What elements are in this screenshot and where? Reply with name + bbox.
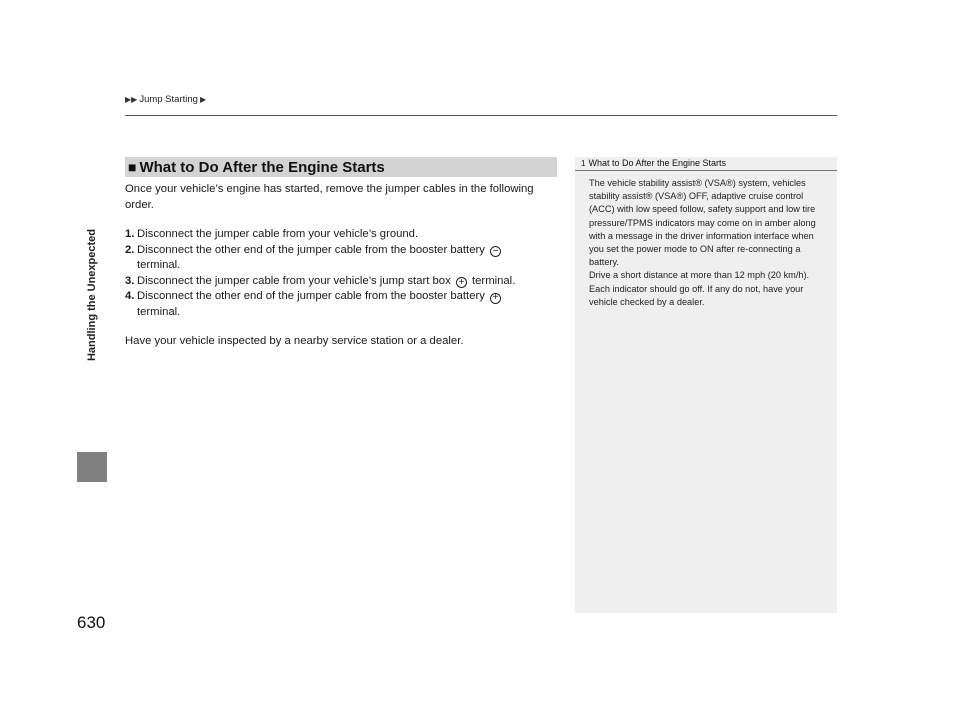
step-text-continued: terminal. (472, 274, 516, 287)
sidebar-note-header (575, 157, 837, 171)
section-square-icon: ■ (128, 159, 137, 175)
sidebar-paragraph: The vehicle stability assist® (VSA®) system, vehicles stability assist® (VSA®) OFF, adaptive cruise control (ACC) with low speed follow, safety support and low tire pressure/TPMS indicators may come on in amber along with a message in the driver information interface when you set the power mode to ON after re-connecting a battery. (589, 178, 816, 268)
step-number: 4. (125, 290, 135, 302)
step-item (125, 243, 557, 274)
chapter-side-tab (82, 140, 102, 450)
breadcrumb-arrow-icon: ▶ (199, 95, 207, 104)
chapter-tab-marker (77, 452, 107, 482)
breadcrumb-arrow-icon: ▶▶ (125, 95, 138, 104)
positive-terminal-icon: + (456, 277, 467, 288)
header-divider (125, 115, 837, 116)
step-number: 1. (125, 228, 135, 240)
section-title: What to Do After the Engine Starts (139, 158, 385, 176)
negative-terminal-icon: − (490, 246, 501, 257)
page-number: 630 (77, 613, 106, 632)
step-text-continued: terminal. (137, 259, 181, 271)
step-text-continued: terminal. (137, 305, 181, 318)
step-number: 2. (125, 243, 135, 256)
reference-marker-icon: 1 (581, 158, 586, 168)
sidebar-paragraph: Drive a short distance at more than 12 mph (20 km/h). Each indicator should go off. If any do not, have your vehicle checked by a dealer. (589, 270, 810, 307)
section-header (125, 157, 557, 177)
step-text: Disconnect the jumper cable from your vehicle’s ground. (137, 228, 419, 240)
step-item (125, 289, 557, 320)
closing-paragraph: Have your vehicle inspected by a nearby service station or a dealer. (125, 335, 464, 347)
step-item (125, 227, 557, 243)
step-item (125, 274, 557, 290)
step-text: Disconnect the jumper cable from your vehicle’s jump start box (137, 274, 451, 287)
breadcrumb (125, 94, 206, 105)
step-number: 3. (125, 274, 135, 287)
intro-paragraph: Once your vehicle’s engine has started, remove the jumper cables in the following order. (125, 183, 534, 211)
step-text: Disconnect the other end of the jumper cable from the booster battery (137, 290, 485, 302)
main-content (125, 182, 557, 350)
breadcrumb-link-jump-starting[interactable]: Jump Starting (139, 94, 198, 105)
step-text: Disconnect the other end of the jumper cable from the booster battery (137, 243, 485, 256)
sidebar-note-body (575, 171, 837, 309)
positive-terminal-icon: + (490, 293, 501, 304)
sidebar-note-title[interactable]: What to Do After the Engine Starts (588, 158, 727, 168)
chapter-side-tab-label: Handling the Unexpected (86, 228, 98, 362)
sidebar-note (575, 157, 837, 613)
